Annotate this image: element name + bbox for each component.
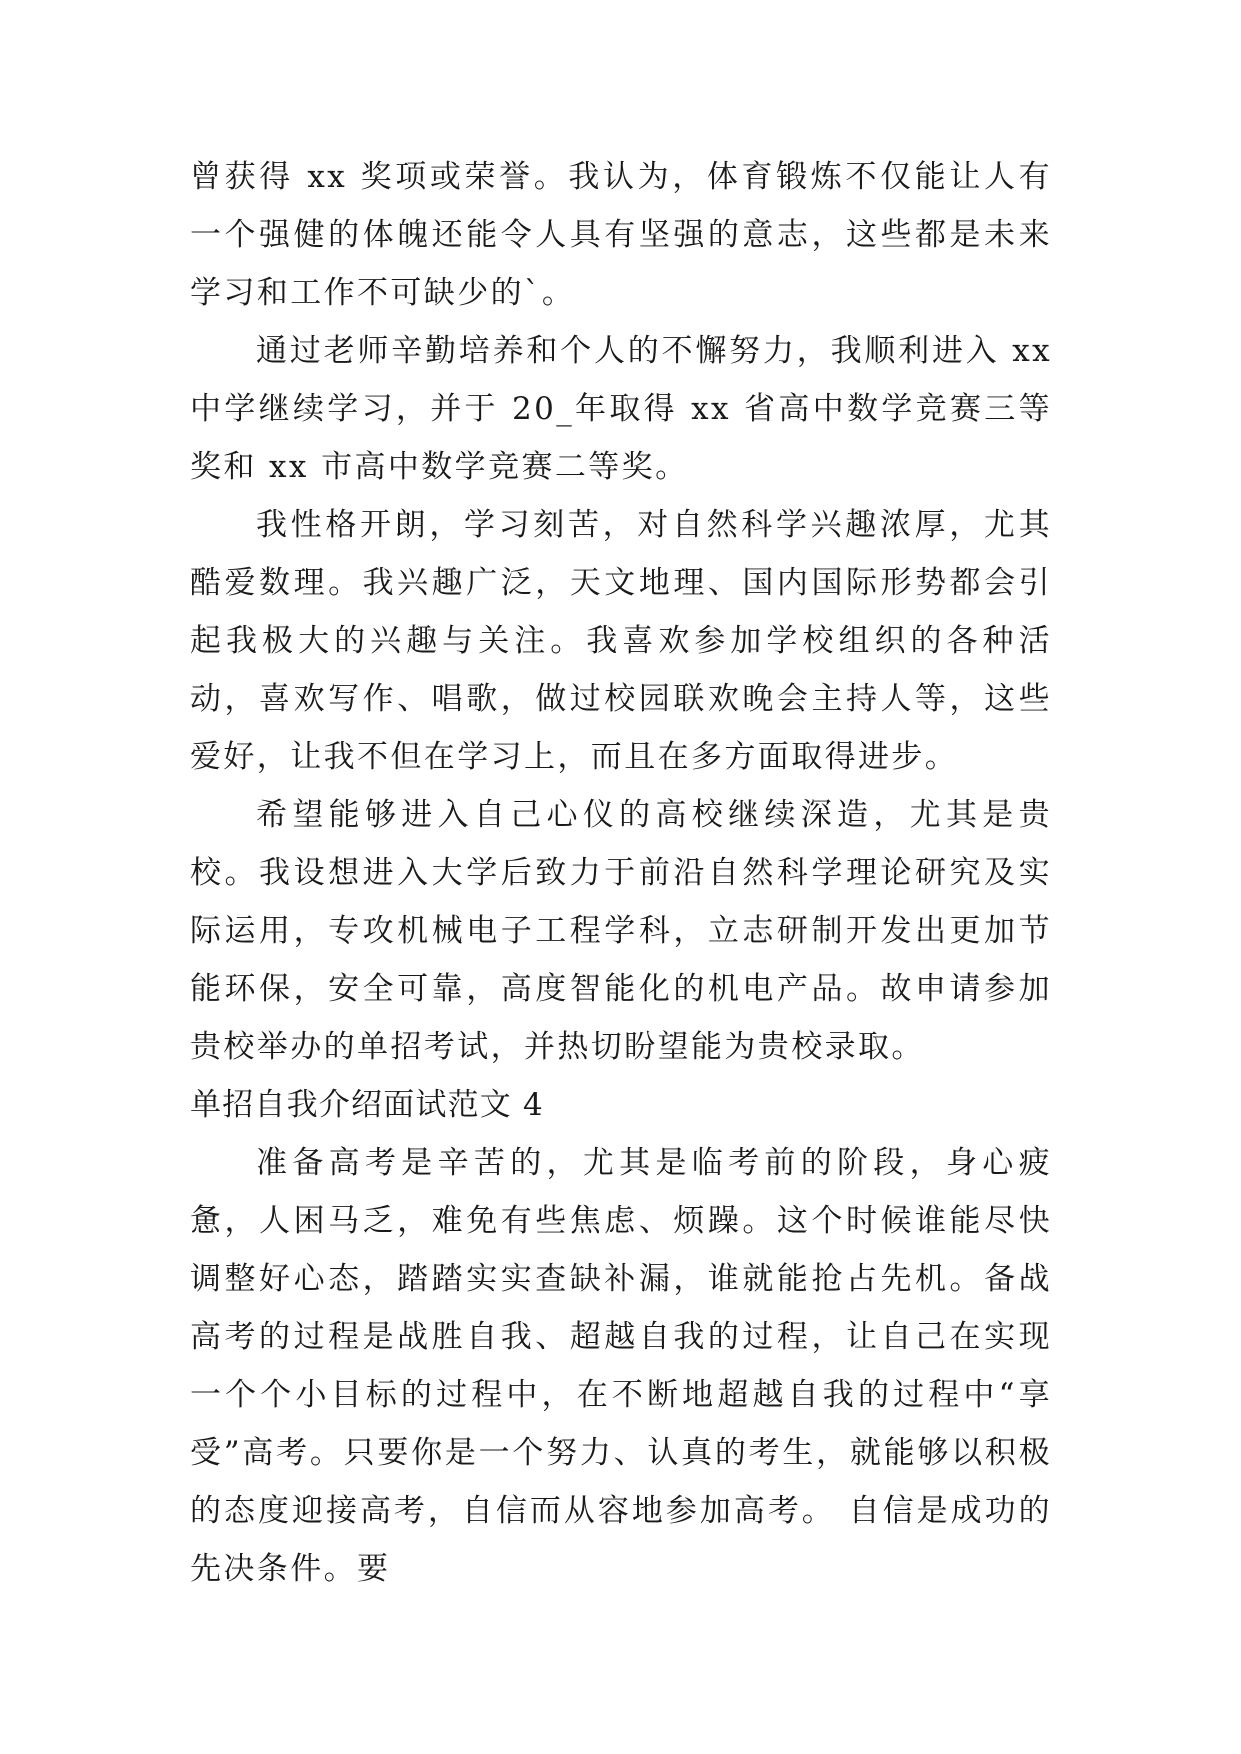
paragraph-personality: 我性格开朗，学习刻苦，对自然科学兴趣浓厚，尤其酷爱数理。我兴趣广泛，天文地理、国内国际形势都会引起我极大的兴趣与关注。我喜欢参加学校组织的各种活动，喜欢写作、唱歌，做过校园联欢晚会主持人等，这些爱好，让我不但在学习上，而且在多方面取得进步。 — [190, 507, 1052, 775]
paragraph-math-competition: 通过老师辛勤培养和个人的不懈努力，我顺利进入 xx 中学继续学习，并于 20_年取得 xx 省高中数学竞赛三等奖和 xx 市高中数学竞赛二等奖。 — [190, 333, 1052, 485]
paragraph-awards-continuation: 曾获得 xx 奖项或荣誉。我认为，体育锻炼不仅能让人有一个强健的体魄还能令人具有坚强的意志，这些都是未来学习和工作不可缺少的`。 — [190, 159, 1052, 311]
paragraph-exam-preparation: 准备高考是辛苦的，尤其是临考前的阶段，身心疲惫，人困马乏，难免有些焦虑、烦躁。这个时候谁能尽快调整好心态，踏踏实实查缺补漏，谁就能抢占先机。备战高考的过程是战胜自我、超越自我的过程，让自己在实现一个个小目标的过程中，在不断地超越自我的过程中“享受”高考。只要你是一个努力、认真的考生，就能够以积极的态度迎接高考，自信而从容地参加高考。 自信是成功的先决条件。要 — [190, 1145, 1052, 1587]
section-heading: 单招自我介绍面试范文 4 — [190, 1087, 544, 1123]
document-body — [190, 148, 1052, 1598]
paragraph-aspiration: 希望能够进入自己心仪的高校继续深造，尤其是贵校。我设想进入大学后致力于前沿自然科学理论研究及实际运用，专攻机械电子工程学科，立志研制开发出更加节能环保，安全可靠，高度智能化的机电产品。故申请参加贵校举办的单招考试，并热切盼望能为贵校录取。 — [190, 797, 1052, 1065]
